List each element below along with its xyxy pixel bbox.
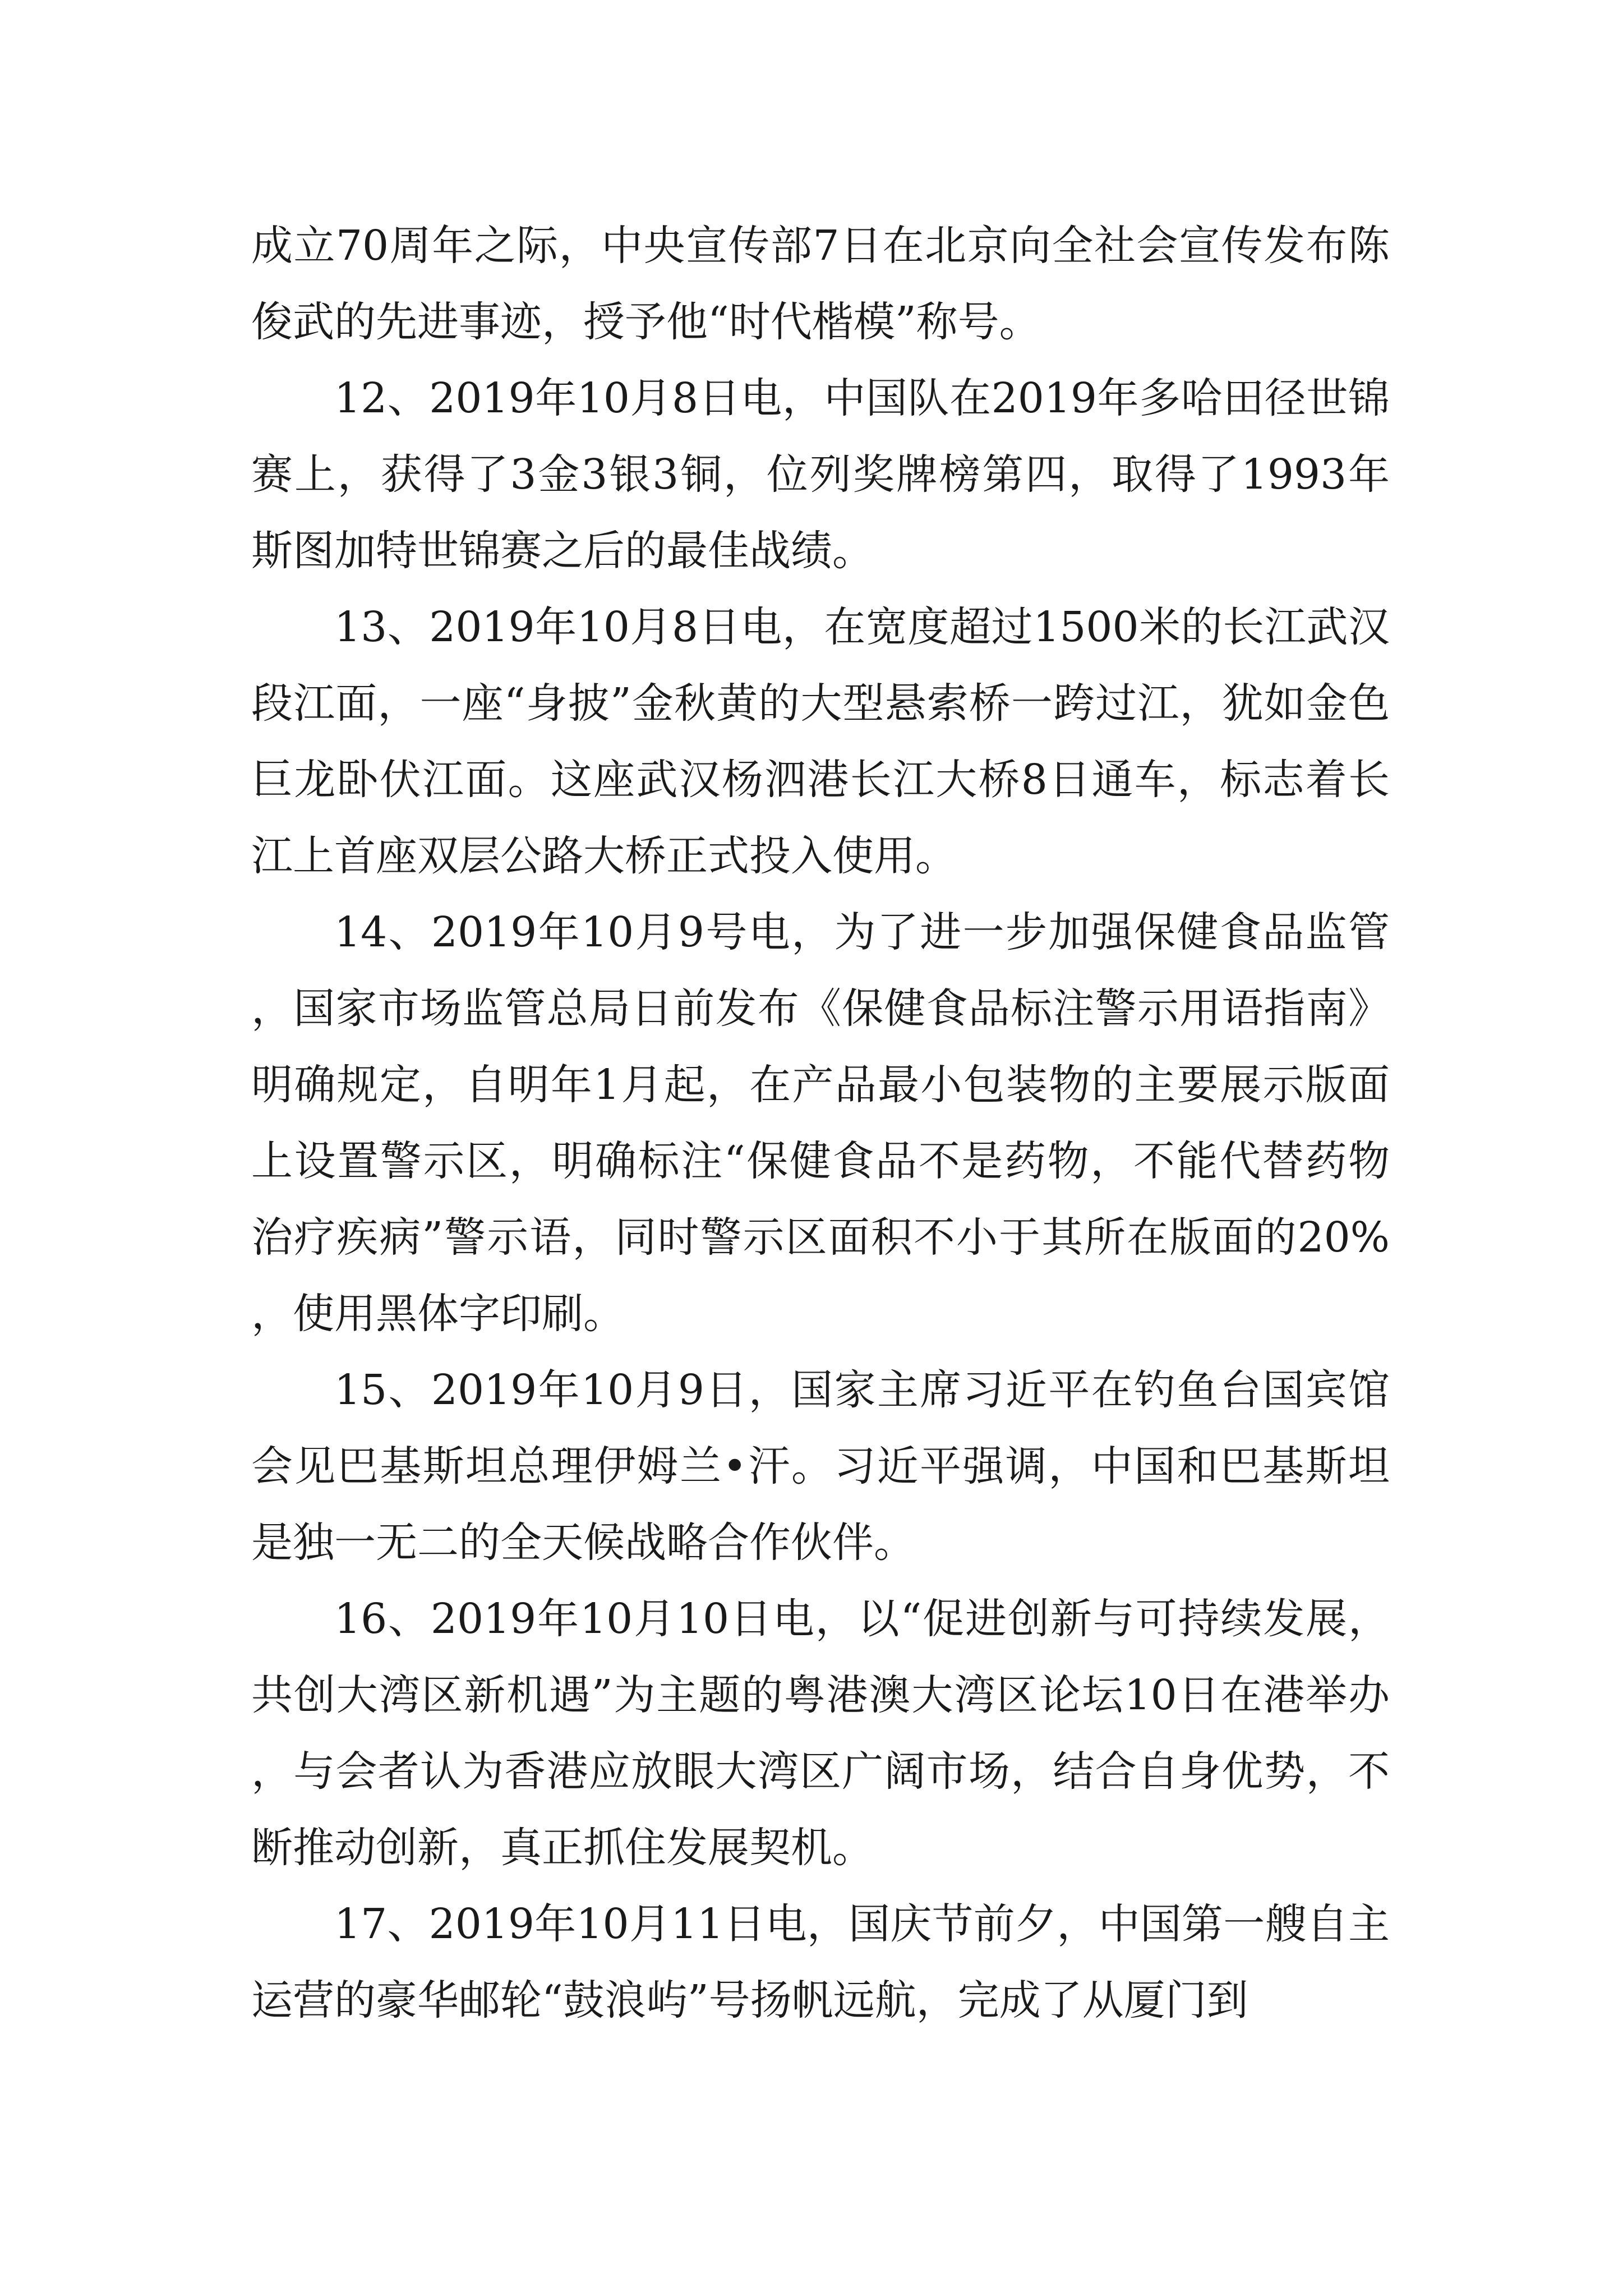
paragraph-14: 14、2019年10月9号电，为了进一步加强保健食品监管，国家市场监管总局日前发布《保健食品标注警示用语指南》明确规定，自明年1月起，在产品最小包装物的主要展示版面上设置警示区，明确标注“保健食品不是药物，不能代替药物治疗疾病”警示语，同时警示区面积不小于其所在版面的20%，使用黑体字印刷。 <box>251 908 1390 1338</box>
paragraph-16: 16、2019年10月10日电，以“促进创新与可持续发展，共创大湾区新机遇”为主题的粤港澳大湾区论坛10日在港举办，与会者认为香港应放眼大湾区广阔市场，结合自身优势，不断推动创新，真正抓住发展契机。 <box>251 1595 1390 1872</box>
paragraph-12: 12、2019年10月8日电，中国队在2019年多哈田径世锦赛上，获得了3金3银3铜，位列奖牌榜第四，取得了1993年斯图加特世锦赛之后的最佳战绩。 <box>251 374 1390 575</box>
paragraph-13: 13、2019年10月8日电，在宽度超过1500米的长江武汉段江面，一座“身披”金秋黄的大型悬索桥一跨过江，犹如金色巨龙卧伏江面。这座武汉杨泗港长江大桥8日通车，标志着长江上首座双层公路大桥正式投入使用。 <box>251 603 1390 880</box>
document-page <box>251 208 1390 2039</box>
paragraph-17: 17、2019年10月11日电，国庆节前夕，中国第一艘自主运营的豪华邮轮“鼓浪屿”号扬帆远航，完成了从厦门到 <box>251 1900 1390 2024</box>
paragraph-11-continuation: 成立70周年之际，中央宣传部7日在北京向全社会宣传发布陈俊武的先进事迹，授予他“时代楷模”称号。 <box>251 222 1390 346</box>
paragraph-15: 15、2019年10月9日，国家主席习近平在钓鱼台国宾馆会见巴基斯坦总理伊姆兰•汗。习近平强调，中国和巴基斯坦是独一无二的全天候战略合作伙伴。 <box>251 1366 1390 1567</box>
